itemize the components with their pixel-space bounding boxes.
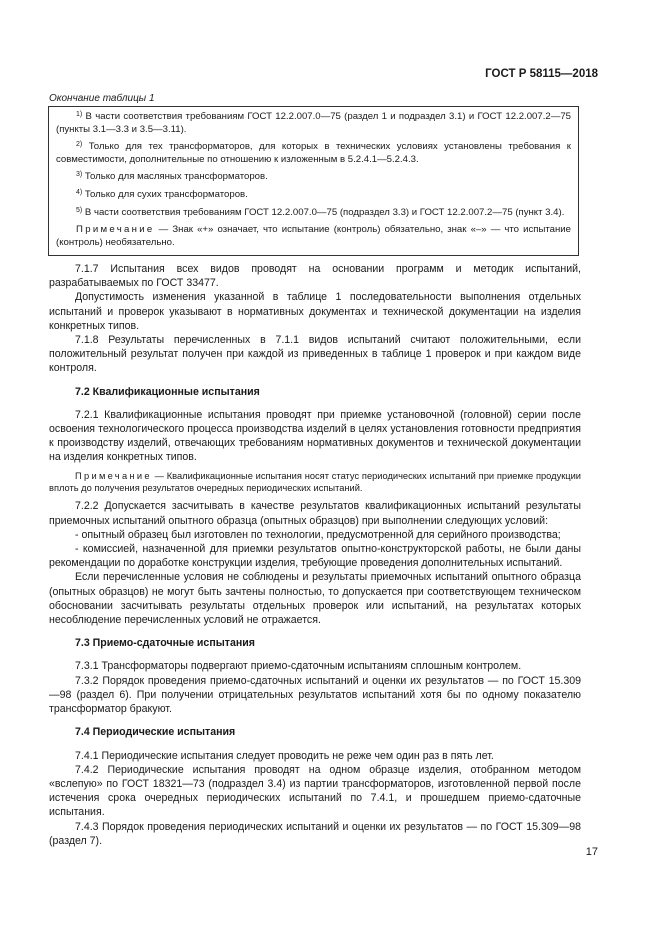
- table-footnotes-box: [48, 106, 579, 256]
- paragraph: Если перечисленные условия не соблюдены и результаты приемочных испытаний опытного образца (опытных образцов) не могут быть зачтены полностью, то допускается при соответствующем техническом обосновании засчитывать результаты отдельных проверок или испытаний, на результатах которых несоблюдение перечисленных условий не отражается.: [49, 571, 581, 627]
- footnote: $^{2)}$ Только для тех трансформаторов, для которых в технических условиях установлены требования к совместимости, дополнительные по отношению к изложенным в 5.2.4.1—5.2.4.3.: [56, 141, 571, 165]
- paragraph: 7.1.8 Результаты перечисленных в 7.1.1 видов испытаний считают положительными, если положительный результат получен при каждой из приведенных в таблице 1 проверок и при каждом виде контроля.: [49, 334, 581, 375]
- paragraph: 7.3.2 Порядок проведения приемо-сдаточных испытаний и оценки их результатов — по ГОСТ 15.309—98 (раздел 6). При получении отрицательных результатов испытаний хотя бы по одному показателю трансформатор бракуют.: [49, 674, 581, 716]
- table-caption: Окончание таблицы 1: [49, 93, 155, 104]
- paragraph: 7.1.7 Испытания всех видов проводят на основании программ и методик испытаний, разрабатываемых по ГОСТ 33477.: [49, 263, 581, 290]
- list-item: - опытный образец был изготовлен по технологии, предусмотренной для серийного производства;: [75, 528, 561, 541]
- footnote: $^{5)}$ В части соответствия требованиям ГОСТ 12.2.007.0—75 (подраздел 3.3) и ГОСТ 12.2.007.2—75 (пункт 3.4).: [76, 206, 565, 218]
- paragraph: 7.3.1 Трансформаторы подвергают приемо-сдаточным испытаниям сплошным контролем.: [75, 660, 522, 673]
- footnote: $^{3)}$ Только для масляных трансформаторов.: [76, 171, 268, 183]
- paragraph: 7.4.1 Периодические испытания следует проводить не реже чем один раз в пять лет.: [75, 749, 494, 762]
- footnote: $^{1)}$ В части соответствия требованиям ГОСТ 12.2.007.0—75 (раздел 1 и подраздел 3.1) и ГОСТ 12.2.007.2—75 (пункты 3.1—3.3 и 3.5—3.11).: [56, 111, 571, 135]
- section-heading: 7.3 Приемо-сдаточные испытания: [75, 637, 255, 650]
- table-note: Примечание — Знак «+» означает, что испытание (контроль) обязательно, знак «–» — что испытание (контроль) необязательно.: [56, 224, 571, 248]
- paragraph: 7.2.1 Квалификационные испытания проводят при приемке установочной (головной) серии после освоения технологического процесса производства изделий в целях установления готовности предприятия к производству изделий, отвечающих требованиям нормативных документов и технической документации на изделия конкретных типов.: [49, 408, 581, 464]
- paragraph: 7.2.2 Допускается засчитывать в качестве результатов квалификационных испытаний результаты приемочных испытаний опытного образца (опытных образцов) при выполнении следующих условий:: [49, 500, 581, 527]
- list-item: - комиссией, назначенной для приемки результатов опытно-конструкторской работы, не были даны рекомендации по доработке конструкции изделия, требующие проведения дополнительных испытаний.: [49, 543, 581, 570]
- page-number: 17: [585, 846, 598, 858]
- paragraph: Допустимость изменения указанной в таблице 1 последовательности выполнения отдельных испытаний и проверок указывают в нормативных документах и технической документации на изделия конкретных типов.: [49, 291, 581, 332]
- footnote: $^{4)}$ Только для сухих трансформаторов.: [76, 188, 248, 200]
- section-heading: 7.2 Квалификационные испытания: [75, 385, 260, 398]
- standard-header: ГОСТ Р 58115—2018: [485, 68, 598, 80]
- section-heading: 7.4 Периодические испытания: [75, 726, 236, 739]
- note: Примечание — Квалификационные испытания носят статус периодических испытаний при приемке продукции вплоть до получения результатов очередных периодических испытаний.: [49, 470, 581, 494]
- paragraph: 7.4.3 Порядок проведения периодических испытаний и оценки их результатов — по ГОСТ 15.309—98 (раздел 7).: [49, 820, 581, 847]
- document-body: [49, 262, 581, 848]
- paragraph: 7.4.2 Периодические испытания проводят на одном образце изделия, отобранном методом «вслепую» по ГОСТ 18321—73 (подраздел 3.4) из партии трансформаторов, изготовленной первой после истечения срока очередных периодических испытаний по 7.4.1, и прошедшем приемо-сдаточные испытания.: [49, 763, 581, 819]
